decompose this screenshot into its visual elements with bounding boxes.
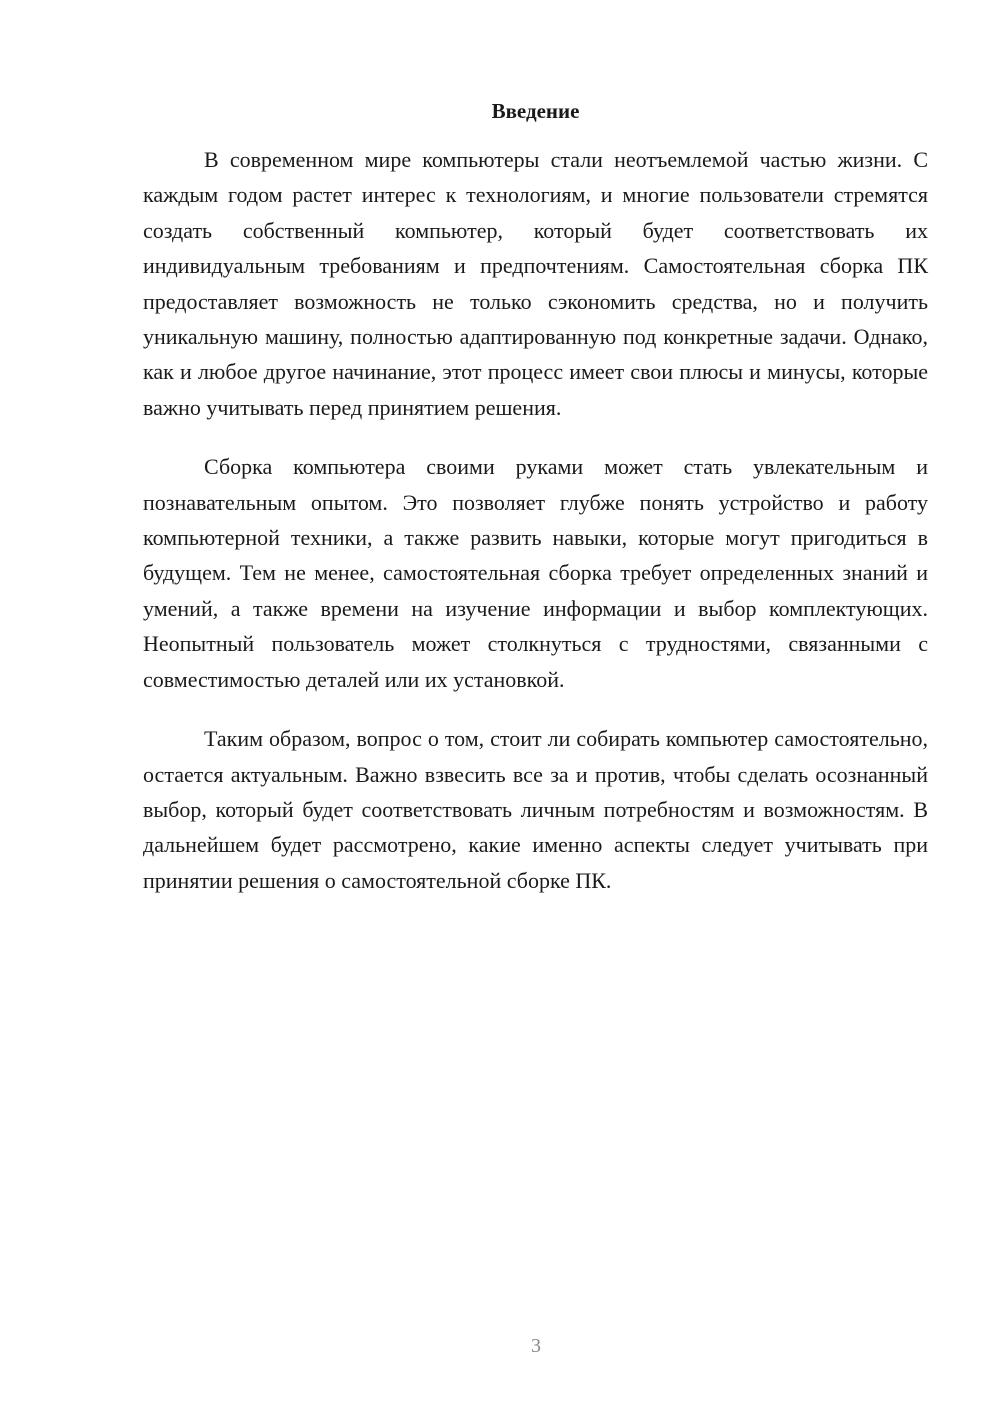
- section-heading: Введение: [491, 99, 580, 123]
- paragraph-1: В современном мире компьютеры стали неотъемлемой частью жизни. С каждым годом растет интерес к технологиям, и многие пользователи стремятся создать собственный компьютер, который будет соответствовать их индивидуальным требованиям и предпочтениям. Самостоятельная сборка ПК предоставляет возможность не только сэкономить средства, но и получить уникальную машину, полностью адаптированную под конкретные задачи. Однако, как и любое другое начинание, этот процесс имеет свои плюсы и минусы, которые важно учитывать перед принятием решения.: [143, 147, 928, 420]
- body-text: [143, 142, 928, 922]
- paragraph-2: Сборка компьютера своими руками может стать увлекательным и познавательным опытом. Это позволяет глубже понять устройство и работу компьютерной техники, а также развить навыки, которые могут пригодиться в будущем. Тем не менее, самостоятельная сборка требует определенных знаний и умений, а также времени на изучение информации и выбор комплектующих. Неопытный пользователь может столкнуться с трудностями, связанными с совместимостью деталей или их установкой.: [143, 454, 928, 692]
- paragraph-3: Таким образом, вопрос о том, стоит ли собирать компьютер самостоятельно, остается актуальным. Важно взвесить все за и против, чтобы сделать осознанный выбор, который будет соответствовать личным потребностям и возможностям. В дальнейшем будет рассмотрено, какие именно аспекты следует учитывать при принятии решения о самостоятельной сборке ПК.: [143, 726, 928, 893]
- page-number: 3: [531, 1335, 541, 1357]
